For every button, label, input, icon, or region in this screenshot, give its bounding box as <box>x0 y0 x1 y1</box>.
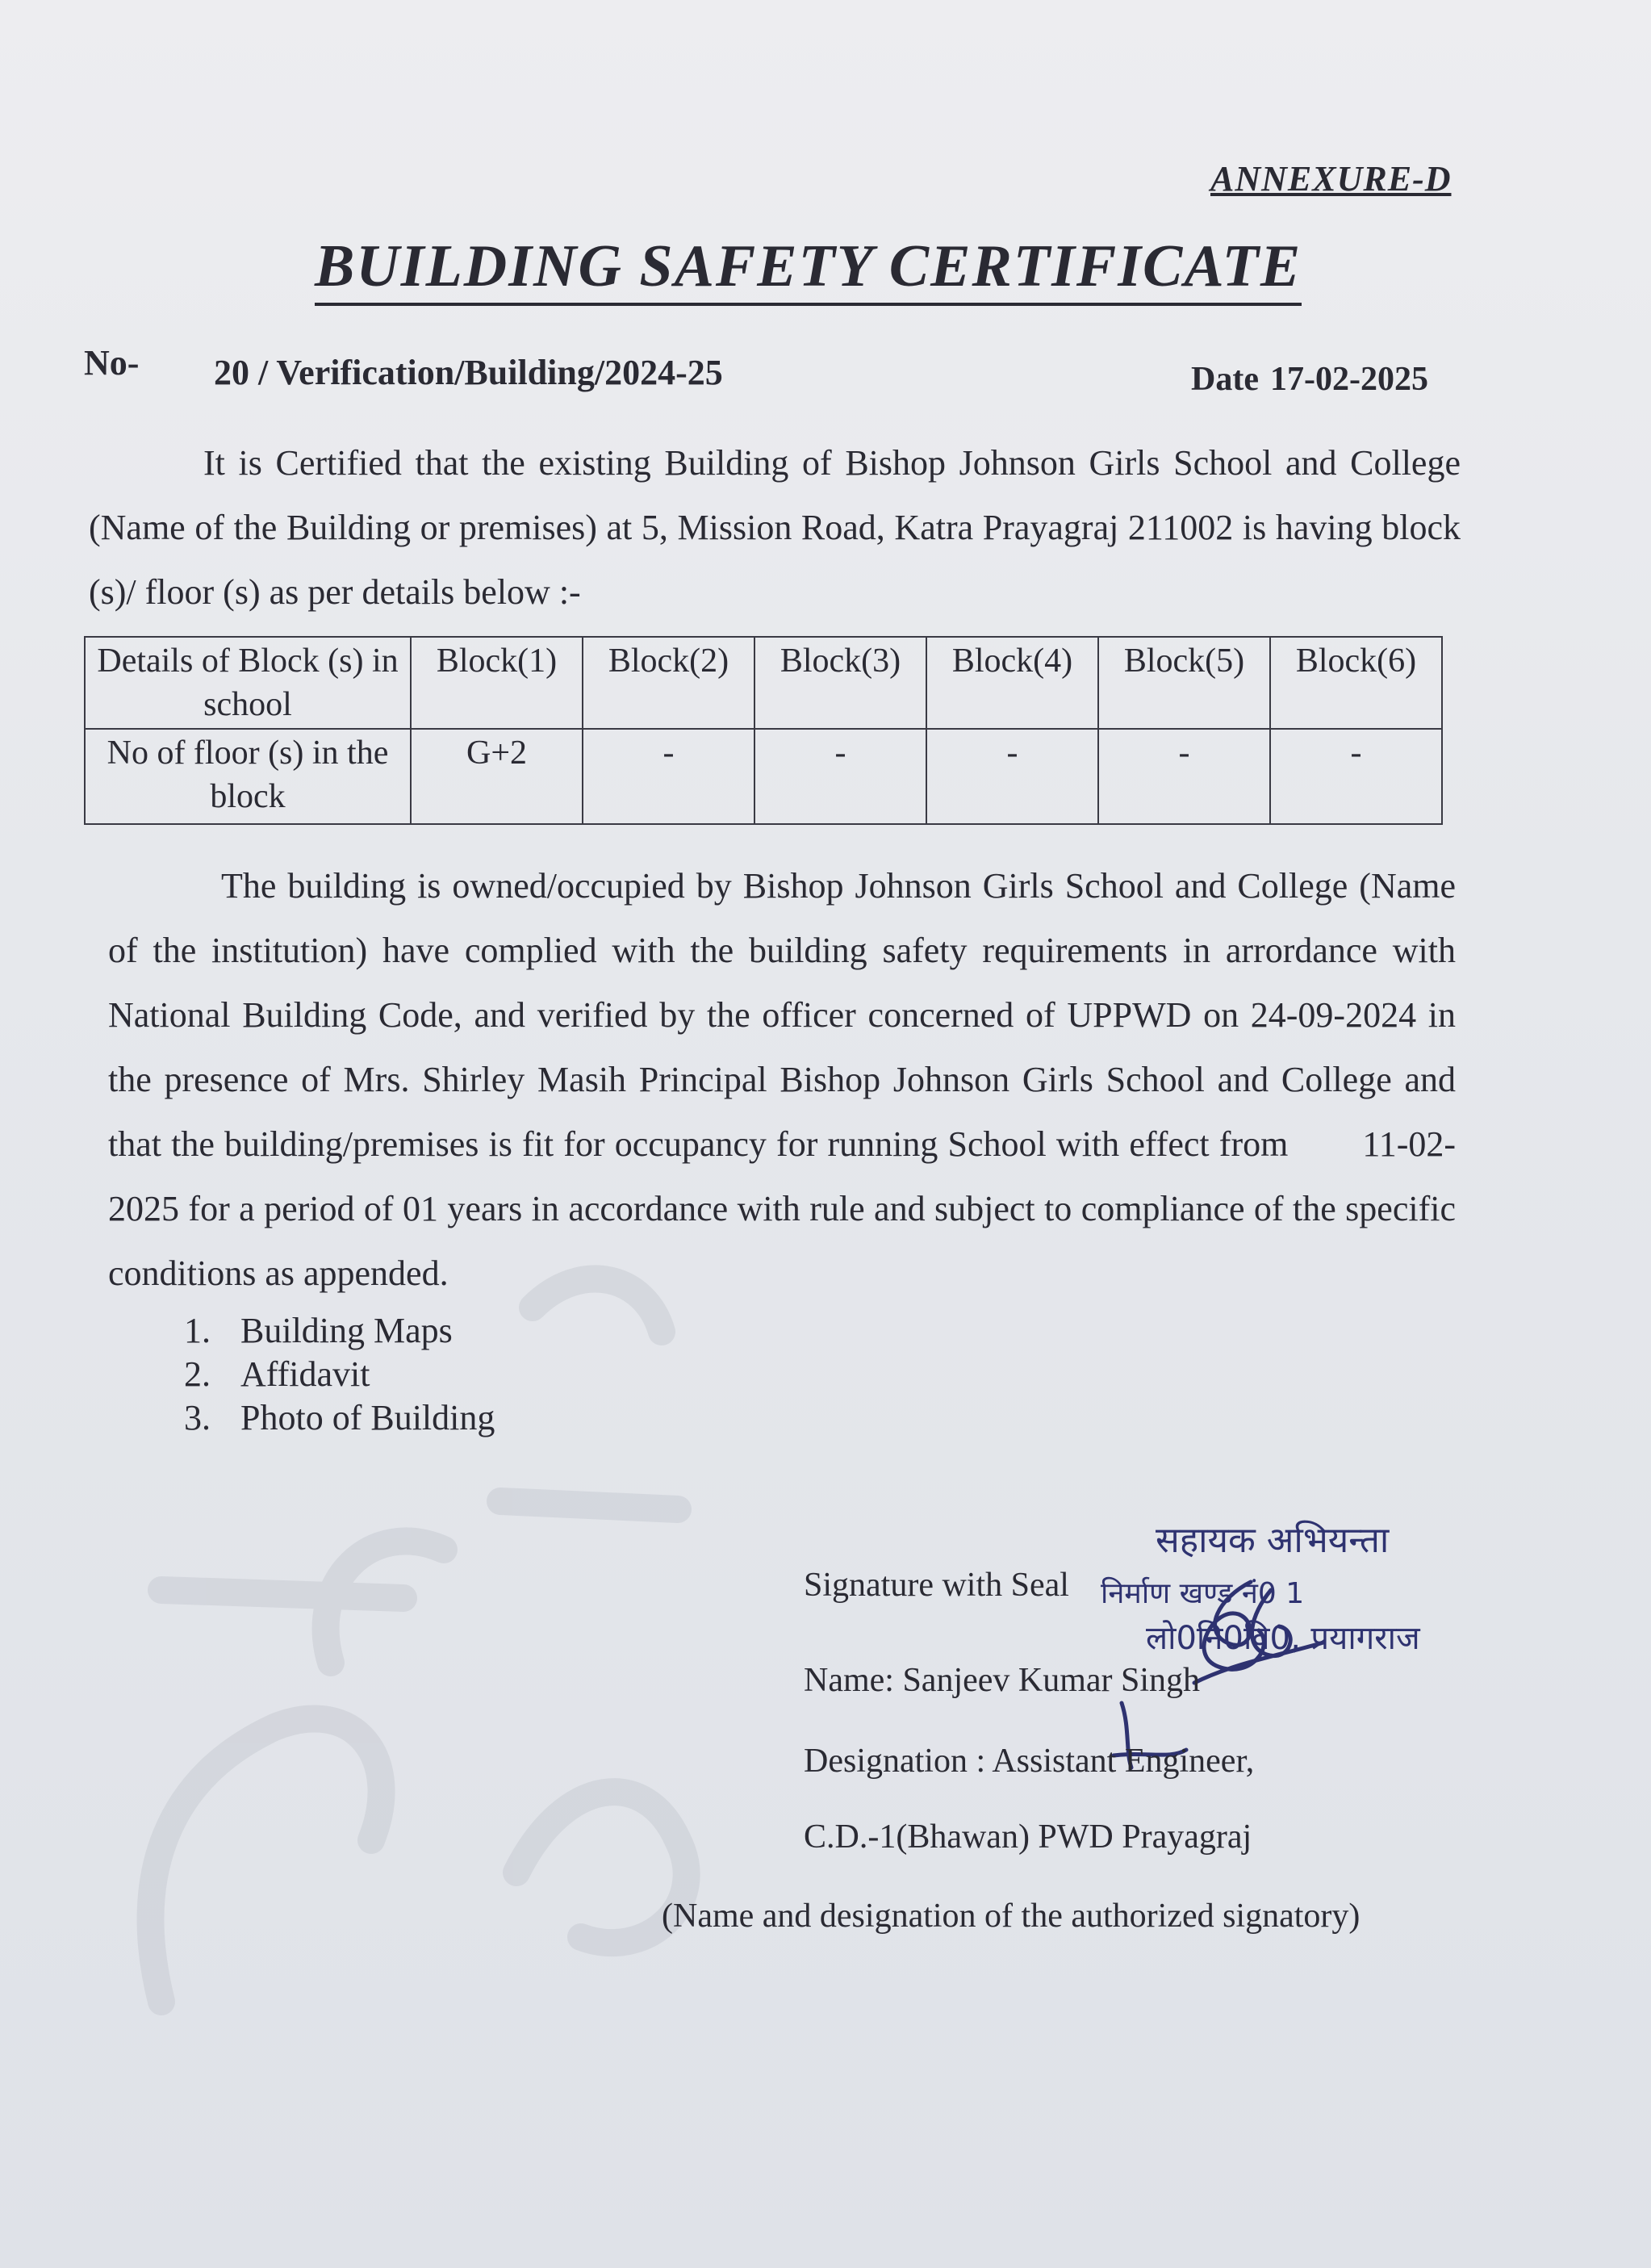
compliance-paragraph <box>108 854 1456 1306</box>
attachments-list <box>184 1309 495 1440</box>
list-item-number: 3. <box>184 1398 211 1437</box>
table-cell: - <box>926 729 1098 824</box>
signature-label: Signature with Seal <box>804 1567 1069 1604</box>
block-details-table <box>84 636 1443 825</box>
list-item-number: 2. <box>184 1354 211 1394</box>
table-header-cell: Block(2) <box>583 637 754 729</box>
table-header-cell: Block(4) <box>926 637 1098 729</box>
annexure-label: ANNEXURE-D <box>1210 159 1452 199</box>
table-row <box>85 729 1442 824</box>
reference-number: 20 / Verification/Building/2024-25 <box>214 353 723 392</box>
table-cell: G+2 <box>411 729 583 824</box>
signatory-office: C.D.-1(Bhawan) PWD Prayagraj <box>804 1818 1252 1856</box>
table-header-cell: Block(3) <box>754 637 926 729</box>
date-label: Date <box>1191 361 1259 398</box>
seal-designation: सहायक अभियन्ता <box>1156 1520 1390 1561</box>
table-cell: - <box>583 729 754 824</box>
list-item <box>184 1396 495 1440</box>
signatory-designation: Designation : Assistant Engineer, <box>804 1743 1255 1780</box>
seal-department: लो0नि0वि0, प्रयागराज <box>1146 1620 1420 1657</box>
list-item <box>184 1309 495 1353</box>
table-header-cell: Block(6) <box>1270 637 1442 729</box>
list-item <box>184 1353 495 1396</box>
table-cell: No of floor (s) in the block <box>85 729 411 824</box>
certification-text: It is Certified that the existing Building of Bishop Johnson Girls School and College (Name of the Building or premises) at 5, Mission Road, Katra Prayagraj 211002 is having block (s)/ floor (s) as per details below :- <box>89 443 1461 612</box>
signatory-name: Name: Sanjeev Kumar Singh <box>804 1662 1201 1699</box>
certification-paragraph <box>89 431 1461 625</box>
table-header-cell: Block(1) <box>411 637 583 729</box>
list-item-number: 1. <box>184 1311 211 1350</box>
table-header-row <box>85 637 1442 729</box>
table-cell: - <box>1270 729 1442 824</box>
seal-division: निर्माण खण्ड नं0 1 <box>1101 1577 1305 1610</box>
signatory-note: (Name and designation of the authorized signatory) <box>662 1898 1361 1935</box>
list-item-text: Photo of Building <box>240 1398 495 1437</box>
table-cell: - <box>754 729 926 824</box>
compliance-text-part1: The building is owned/occupied by Bishop Johnson Girls School and College (Name of the institution) have complied with the building safety requirements in arrordance with National Building Code, and verified by the officer concerned of UPPWD on 24-09-2024 in the presence of Mrs. Shirley Masih Principal Bishop Johnson Girls School and College and that the building/premises is fit for occupancy for running School with effect from <box>108 866 1456 1164</box>
date-value: 17-02-2025 <box>1269 361 1428 398</box>
reference-number-label: No- <box>84 343 140 383</box>
table-header-cell: Details of Block (s) in school <box>85 637 411 729</box>
certificate-title: BUILDING SAFETY CERTIFICATE <box>315 232 1302 306</box>
list-item-text: Affidavit <box>240 1354 370 1394</box>
list-item-text: Building Maps <box>240 1311 453 1350</box>
date-line <box>1191 360 1428 399</box>
table-cell: - <box>1098 729 1270 824</box>
table-header-cell: Block(5) <box>1098 637 1270 729</box>
compliance-text-part2: 11-02-2025 for a period of 01 years in accordance with rule and subject to compliance of the specific conditions as appended. <box>108 1124 1456 1293</box>
